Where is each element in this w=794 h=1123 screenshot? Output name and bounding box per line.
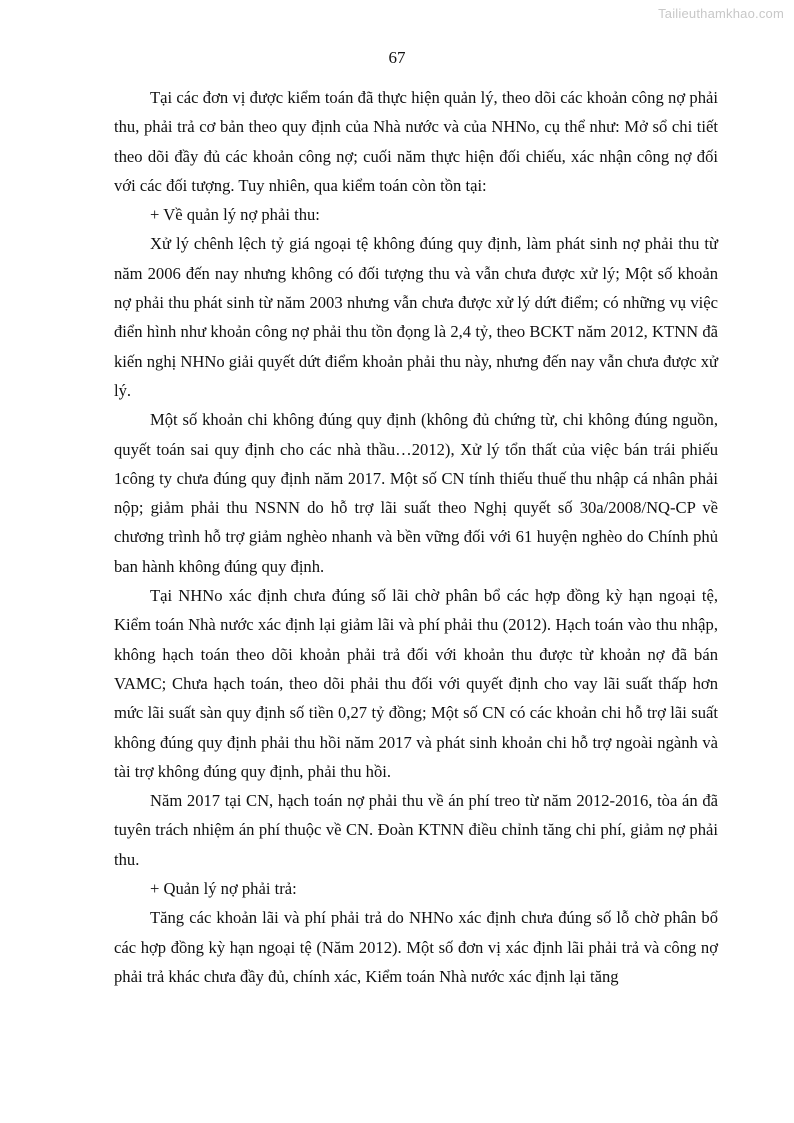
paragraph: Tại NHNo xác định chưa đúng số lãi chờ phân bổ các hợp đồng kỳ hạn ngoại tệ, Kiểm toán Nhà nước xác định lại giảm lãi và phí phải thu (2012). Hạch toán vào thu nhập, không hạch toán theo dõi khoản phải trả đối với khoản thu được từ khoản nợ đã bán VAMC; Chưa hạch toán, theo dõi phải thu đối với quyết định cho vay lãi suất thấp hơn mức lãi suất sàn quy định số tiền 0,27 tỷ đồng; Một số CN có các khoản chi hỗ trợ lãi suất không đúng quy định phải thu hồi năm 2017 và phát sinh khoản chi hỗ trợ ngoài ngành và tài trợ không đúng quy định, phải thu hồi. bbox=[114, 586, 718, 781]
watermark: Tailieuthamkhao.com bbox=[658, 6, 784, 21]
paragraph: Tại các đơn vị được kiểm toán đã thực hiện quản lý, theo dõi các khoản công nợ phải thu, phải trả cơ bản theo quy định của Nhà nước và của NHNo, cụ thể như: Mở sổ chi tiết theo dõi đầy đủ các khoản công nợ; cuối năm thực hiện đối chiếu, xác nhận công nợ đối với các đối tượng. Tuy nhiên, qua kiểm toán còn tồn tại: bbox=[114, 88, 718, 195]
paragraph: Tăng các khoản lãi và phí phải trả do NHNo xác định chưa đúng số lỗ chờ phân bổ các hợp đồng kỳ hạn ngoại tệ (Năm 2012). Một số đơn vị xác định lãi phải trả và công nợ phải trả khác chưa đầy đủ, chính xác, Kiểm toán Nhà nước xác định lại tăng bbox=[114, 908, 718, 986]
paragraph: Một số khoản chi không đúng quy định (không đủ chứng từ, chi không đúng nguồn, quyết toán sai quy định cho các nhà thầu…2012), Xử lý tổn thất của việc bán trái phiếu 1công ty chưa đúng quy định năm 2017. Một số CN tính thiếu thuế thu nhập cá nhân phải nộp; giảm phải thu NSNN do hỗ trợ lãi suất theo Nghị quyết số 30a/2008/NQ-CP về chương trình hỗ trợ giảm nghèo nhanh và bền vững đối với 61 huyện nghèo do Chính phủ ban hành không đúng quy định. bbox=[114, 410, 718, 576]
subheading-payables: + Quản lý nợ phải trả: bbox=[150, 879, 297, 899]
page-number: 67 bbox=[388, 48, 406, 67]
paragraph: Xử lý chênh lệch tỷ giá ngoại tệ không đúng quy định, làm phát sinh nợ phải thu từ năm 2006 đến nay nhưng không có đối tượng thu và vẫn chưa được xử lý; Một số khoản nợ phải thu phát sinh từ năm 2003 nhưng vẫn chưa được xử lý dứt điểm; có những vụ việc điển hình như khoản công nợ phải thu tồn đọng là 2,4 tỷ, theo BCKT năm 2012, KTNN đã kiến nghị NHNo giải quyết dứt điểm khoản phải thu này, nhưng đến nay vẫn chưa được xử lý. bbox=[114, 234, 718, 400]
document-body bbox=[114, 83, 718, 991]
subheading-receivables: + Về quản lý nợ phải thu: bbox=[150, 205, 320, 225]
paragraph: Năm 2017 tại CN, hạch toán nợ phải thu về án phí treo từ năm 2012-2016, tòa án đã tuyên trách nhiệm án phí thuộc về CN. Đoàn KTNN điều chỉnh tăng chi phí, giảm nợ phải thu. bbox=[114, 791, 718, 869]
